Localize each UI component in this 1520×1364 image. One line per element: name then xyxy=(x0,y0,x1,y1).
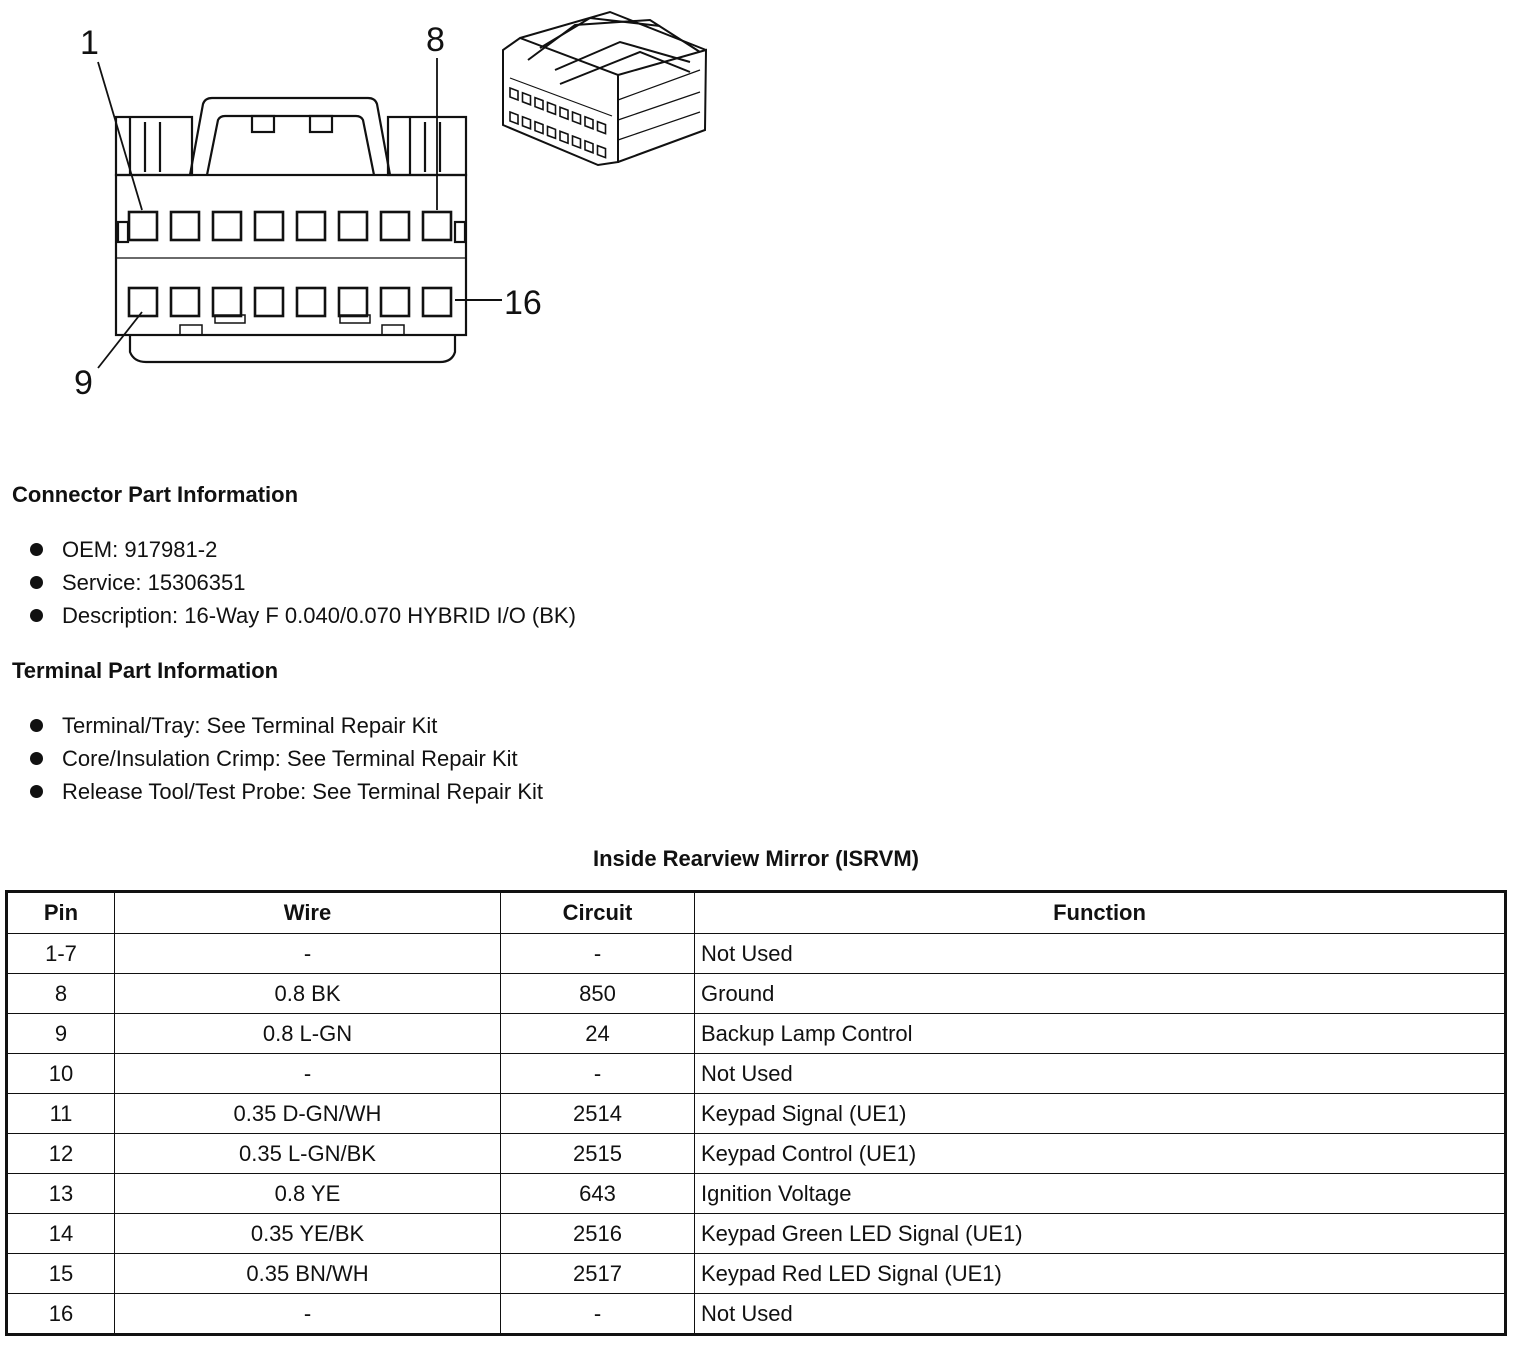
list-item xyxy=(28,566,576,599)
isometric-cavity xyxy=(548,126,556,138)
isometric-cavity xyxy=(573,136,581,148)
isometric-cavity xyxy=(510,88,518,100)
terminal-cavity-14 xyxy=(339,288,367,316)
cell-wire: 0.35 BN/WH xyxy=(115,1254,501,1294)
terminal-cavity-15 xyxy=(381,288,409,316)
cell-pin: 1-7 xyxy=(7,934,115,974)
table-row xyxy=(7,1254,1506,1294)
terminal-cavity-6 xyxy=(339,212,367,240)
column-header-wire: Wire xyxy=(115,892,501,934)
bullet-icon xyxy=(30,609,43,622)
terminal-part-info-heading: Terminal Part Information xyxy=(12,658,279,683)
cell-pin: 15 xyxy=(7,1254,115,1294)
table-row xyxy=(7,974,1506,1014)
terminal-part-info-list xyxy=(28,709,543,808)
list-item-text: Terminal/Tray: See Terminal Repair Kit xyxy=(62,713,438,738)
isometric-cavity xyxy=(560,131,568,143)
table-row xyxy=(7,1134,1506,1174)
cell-wire: 0.35 L-GN/BK xyxy=(115,1134,501,1174)
bullet-icon xyxy=(30,576,43,589)
cell-pin: 13 xyxy=(7,1174,115,1214)
cell-function: Ground xyxy=(695,974,1506,1014)
table-row xyxy=(7,1214,1506,1254)
cell-wire: - xyxy=(115,934,501,974)
list-item-text: Core/Insulation Crimp: See Terminal Repair Kit xyxy=(62,746,518,771)
bullet-icon xyxy=(30,785,43,798)
pin-table-title: Inside Rearview Mirror (ISRVM) xyxy=(592,846,919,871)
column-header-pin: Pin xyxy=(7,892,115,934)
cell-wire: 0.35 D-GN/WH xyxy=(115,1094,501,1134)
cell-circuit: 24 xyxy=(501,1014,695,1054)
terminal-cavity-3 xyxy=(213,212,241,240)
column-header-function: Function xyxy=(695,892,1506,934)
bullet-icon xyxy=(30,719,43,732)
list-item-text: OEM: 917981-2 xyxy=(62,537,218,562)
pin-label-16: 16 xyxy=(504,284,542,322)
cell-function: Not Used xyxy=(695,934,1506,974)
list-item xyxy=(28,533,576,566)
connector-diagram xyxy=(0,0,760,420)
cell-wire: 0.8 YE xyxy=(115,1174,501,1214)
isometric-cavity xyxy=(523,93,531,105)
cell-pin: 8 xyxy=(7,974,115,1014)
cell-circuit: - xyxy=(501,1294,695,1335)
terminal-cavity-11 xyxy=(213,288,241,316)
bullet-icon xyxy=(30,752,43,765)
cell-pin: 12 xyxy=(7,1134,115,1174)
terminal-cavity-8 xyxy=(423,212,451,240)
terminal-cavity-4 xyxy=(255,212,283,240)
table-row xyxy=(7,1174,1506,1214)
list-item-text: Description: 16-Way F 0.040/0.070 HYBRID I/O (BK) xyxy=(62,603,576,628)
cell-function: Keypad Red LED Signal (UE1) xyxy=(695,1254,1506,1294)
pin-label-9: 9 xyxy=(74,364,93,402)
cell-wire: - xyxy=(115,1294,501,1335)
isometric-cavity xyxy=(548,102,556,114)
isometric-cavity xyxy=(560,107,568,119)
terminal-cavity-16 xyxy=(423,288,451,316)
table-row xyxy=(7,934,1506,974)
cell-wire: 0.8 BK xyxy=(115,974,501,1014)
connector-part-info-list xyxy=(28,533,576,632)
cell-pin: 10 xyxy=(7,1054,115,1094)
list-item-text: Release Tool/Test Probe: See Terminal Repair Kit xyxy=(62,779,543,804)
table-header-row xyxy=(7,892,1506,934)
list-item xyxy=(28,742,543,775)
cell-function: Keypad Control (UE1) xyxy=(695,1134,1506,1174)
cell-circuit: 2517 xyxy=(501,1254,695,1294)
terminal-cavity-1 xyxy=(129,212,157,240)
terminal-cavity-13 xyxy=(297,288,325,316)
terminal-cavities xyxy=(129,212,451,316)
terminal-cavity-12 xyxy=(255,288,283,316)
cell-circuit: - xyxy=(501,934,695,974)
pin-label-8: 8 xyxy=(426,21,445,59)
cell-function: Not Used xyxy=(695,1294,1506,1335)
cell-pin: 16 xyxy=(7,1294,115,1335)
pin-label-1: 1 xyxy=(80,24,99,62)
terminal-cavity-9 xyxy=(129,288,157,316)
isometric-cavity xyxy=(535,98,543,110)
list-item xyxy=(28,775,543,808)
cell-circuit: 2514 xyxy=(501,1094,695,1134)
terminal-cavity-7 xyxy=(381,212,409,240)
table-row xyxy=(7,1094,1506,1134)
cell-function: Keypad Green LED Signal (UE1) xyxy=(695,1214,1506,1254)
isometric-cavity xyxy=(535,122,543,134)
list-item-text: Service: 15306351 xyxy=(62,570,246,595)
cell-wire: - xyxy=(115,1054,501,1094)
pin-table xyxy=(5,890,1507,1336)
cell-function: Ignition Voltage xyxy=(695,1174,1506,1214)
terminal-cavity-10 xyxy=(171,288,199,316)
column-header-circuit: Circuit xyxy=(501,892,695,934)
cell-function: Backup Lamp Control xyxy=(695,1014,1506,1054)
connector-isometric-illustration xyxy=(503,12,706,165)
list-item xyxy=(28,599,576,632)
cell-circuit: - xyxy=(501,1054,695,1094)
isometric-cavity xyxy=(510,112,518,124)
cell-function: Keypad Signal (UE1) xyxy=(695,1094,1506,1134)
cell-wire: 0.8 L-GN xyxy=(115,1014,501,1054)
connector-face-view xyxy=(98,58,502,368)
cell-pin: 9 xyxy=(7,1014,115,1054)
terminal-cavity-2 xyxy=(171,212,199,240)
cell-pin: 14 xyxy=(7,1214,115,1254)
table-row xyxy=(7,1054,1506,1094)
pin1-leader xyxy=(98,62,142,210)
isometric-cavity xyxy=(585,141,593,153)
cell-circuit: 2516 xyxy=(501,1214,695,1254)
isometric-cavity xyxy=(585,117,593,129)
cell-pin: 11 xyxy=(7,1094,115,1134)
isometric-cavity xyxy=(573,112,581,124)
list-item xyxy=(28,709,543,742)
terminal-cavity-5 xyxy=(297,212,325,240)
cell-function: Not Used xyxy=(695,1054,1506,1094)
cell-circuit: 643 xyxy=(501,1174,695,1214)
isometric-cavity xyxy=(523,117,531,129)
cell-wire: 0.35 YE/BK xyxy=(115,1214,501,1254)
bullet-icon xyxy=(30,543,43,556)
cell-circuit: 2515 xyxy=(501,1134,695,1174)
connector-part-info-heading: Connector Part Information xyxy=(12,482,299,507)
table-row xyxy=(7,1294,1506,1335)
table-row xyxy=(7,1014,1506,1054)
isometric-cavity xyxy=(598,122,606,134)
cell-circuit: 850 xyxy=(501,974,695,1014)
isometric-cavity xyxy=(598,146,606,158)
